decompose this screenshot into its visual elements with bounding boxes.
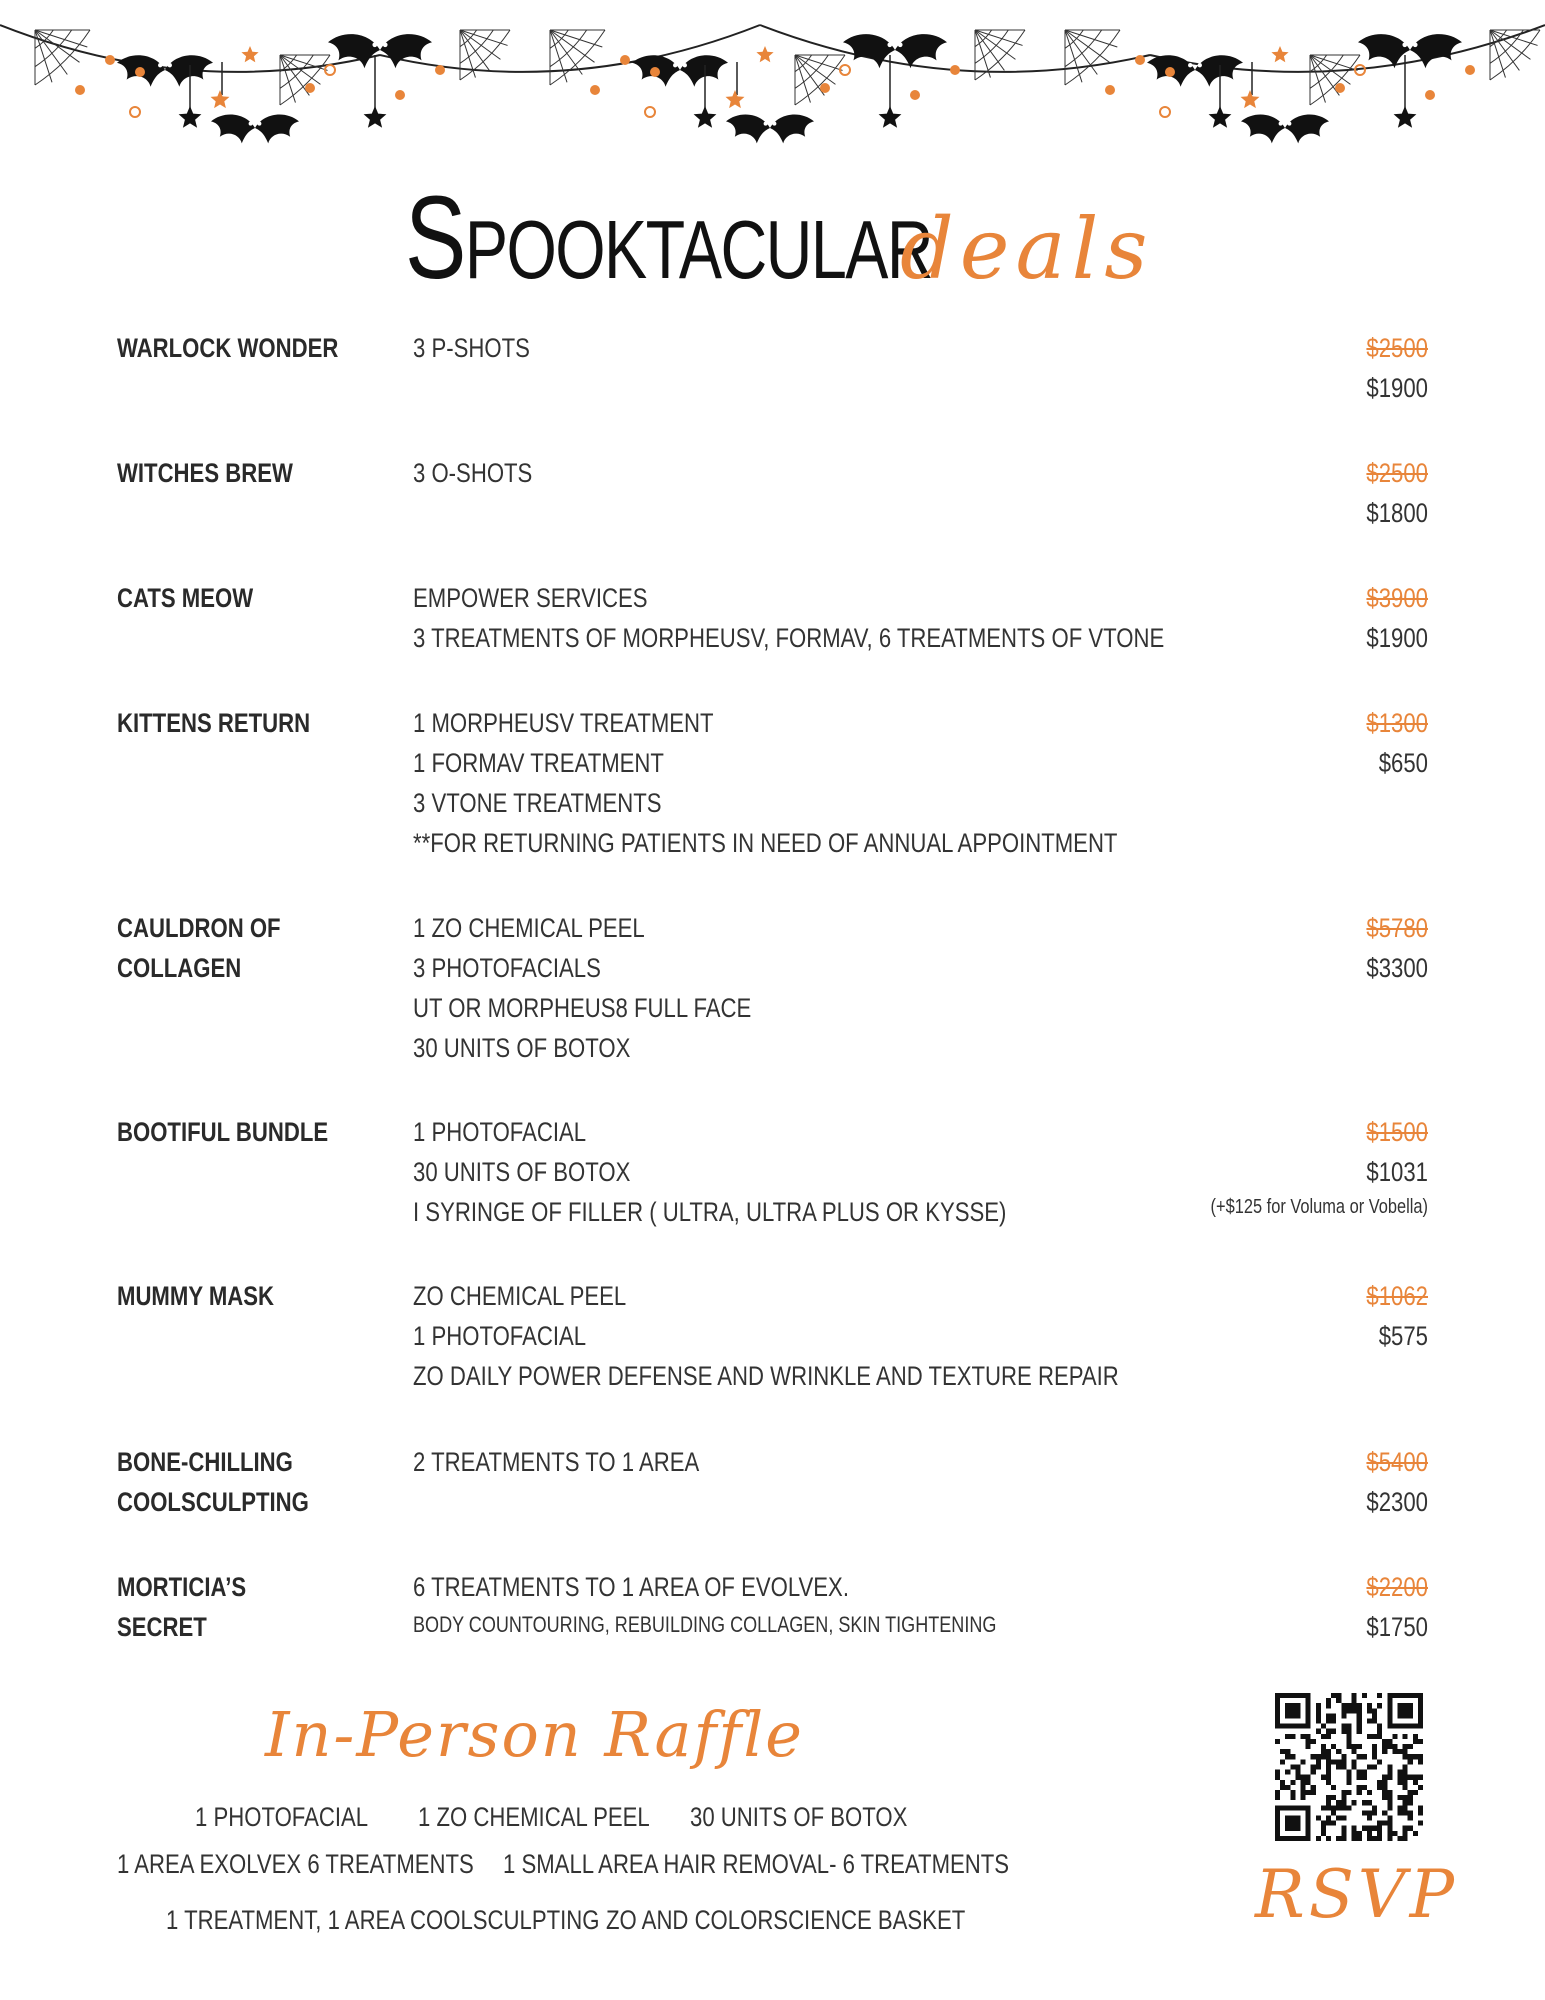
page-title: [0, 160, 1545, 330]
deal-details: [413, 578, 1165, 658]
star-icon: [879, 106, 902, 128]
bat-icon: [211, 115, 299, 144]
deal-name: CATS MEOW: [117, 583, 254, 613]
raffle-item: 1 PHOTOFACIAL: [195, 1802, 369, 1832]
raffle-item: 1 ZO CHEMICAL PEEL: [418, 1802, 650, 1832]
spiderweb-icon: [550, 30, 605, 85]
star-icon: [211, 90, 230, 108]
star-icon: [1394, 106, 1417, 128]
deal-detail-line: 2 TREATMENTS TO 1 AREA: [413, 1447, 700, 1477]
deal-details: [413, 328, 1113, 368]
price-note: (+$125 for Voluma or Vobella): [1210, 1196, 1428, 1218]
bunting-string: [760, 25, 1150, 72]
sale-price: $1900: [1366, 623, 1428, 653]
star-icon: [1271, 46, 1288, 62]
spiderweb-icon: [795, 55, 845, 105]
deal-name: MORTICIA’S SECRET: [117, 1572, 247, 1642]
star-icon: [756, 46, 773, 62]
sale-price: $1800: [1366, 498, 1428, 528]
bat-icon: [117, 55, 213, 87]
deal-detail-line: 1 PHOTOFACIAL: [413, 1321, 587, 1351]
deal-detail-line: ZO DAILY POWER DEFENSE AND WRINKLE AND TEXTURE REPAIR: [413, 1361, 1119, 1391]
old-price: $5780: [1366, 913, 1428, 943]
deal-detail-line: 1 MORPHEUSV TREATMENT: [413, 708, 714, 738]
title-script: deals: [900, 200, 1154, 298]
deal-prices: [1028, 1442, 1428, 1522]
raffle-title: In-Person Raffle: [265, 1698, 804, 1771]
star-icon: [364, 106, 387, 128]
deal-details: [413, 1112, 1113, 1232]
deal-details: [413, 453, 1113, 493]
deal-prices: [1028, 453, 1428, 533]
star-icon: [179, 106, 202, 128]
deal-detail-line: 3 TREATMENTS OF MORPHEUSV, FORMAV, 6 TREATMENTS OF VTONE: [413, 623, 1165, 653]
deal-detail-subline: BODY COUNTOURING, REBUILDING COLLAGEN, SKIN TIGHTENING: [413, 1612, 997, 1637]
deal-name: WITCHES BREW: [117, 458, 293, 488]
deal-prices: [1028, 908, 1428, 988]
deal-name-line: COOLSCULPTING: [117, 1487, 309, 1517]
deal-name: KITTENS RETURN: [117, 708, 311, 738]
star-icon: [1209, 106, 1232, 128]
sale-price: $1031: [1366, 1157, 1428, 1187]
bat-icon: [1241, 115, 1329, 144]
sale-price: $1900: [1366, 373, 1428, 403]
deal-prices: [1028, 1276, 1428, 1356]
deal-detail-line: 6 TREATMENTS TO 1 AREA OF EVOLVEX.: [413, 1572, 849, 1602]
raffle-item: ZO AND COLORSCIENCE BASKET: [606, 1905, 966, 1935]
spiderweb-icon: [35, 30, 90, 85]
deal-detail-line: 30 UNITS OF BOTOX: [413, 1033, 631, 1063]
sale-price: $2300: [1366, 1487, 1428, 1517]
rsvp-label[interactable]: RSVP: [1255, 1856, 1458, 1933]
deal-prices: [1028, 328, 1428, 408]
deal-detail-line: 1 PHOTOFACIAL: [413, 1117, 587, 1147]
star-icon: [241, 46, 258, 62]
deal-detail-line: 30 UNITS OF BOTOX: [413, 1157, 631, 1187]
old-price: $1062: [1366, 1281, 1428, 1311]
sale-price: $1750: [1366, 1612, 1428, 1642]
bat-icon: [632, 55, 728, 87]
qr-code[interactable]: [1275, 1693, 1423, 1841]
raffle-item: 1 AREA EXOLVEX 6 TREATMENTS: [117, 1849, 474, 1879]
deal-details: [413, 703, 1118, 863]
sale-price: $650: [1378, 748, 1428, 778]
title-main: Spooktacular: [405, 172, 933, 304]
deal-prices: [1028, 1567, 1428, 1647]
deal-name: MUMMY MASK: [117, 1281, 275, 1311]
deal-prices: [1028, 703, 1428, 783]
deal-detail-line: 3 P-SHOTS: [413, 333, 530, 363]
raffle-item: 30 UNITS OF BOTOX: [690, 1802, 908, 1832]
spiderweb-icon: [1310, 55, 1360, 105]
deal-name: [117, 1442, 338, 1522]
deal-details: [413, 1442, 1113, 1482]
deal-detail-line: ZO CHEMICAL PEEL: [413, 1281, 627, 1311]
old-price: $2500: [1366, 333, 1428, 363]
deal-details: [413, 1276, 1119, 1396]
spiderweb-icon: [1065, 30, 1120, 85]
deal-detail-line: I SYRINGE OF FILLER ( ULTRA, ULTRA PLUS OR KYSSE): [413, 1197, 1007, 1227]
spiderweb-icon: [1490, 30, 1540, 80]
deal-prices: [1028, 1112, 1428, 1222]
old-price: $5400: [1366, 1447, 1428, 1477]
sale-price: $3300: [1366, 953, 1428, 983]
star-icon: [694, 106, 717, 128]
deal-detail-line: 1 FORMAV TREATMENT: [413, 748, 664, 778]
halloween-bunting-banner: [0, 0, 1545, 170]
deal-details: [413, 1567, 1113, 1643]
deal-detail-line: **FOR RETURNING PATIENTS IN NEED OF ANNUAL APPOINTMENT: [413, 828, 1118, 858]
old-price: $3900: [1366, 583, 1428, 613]
star-icon: [726, 90, 745, 108]
deal-name: BOOTIFUL BUNDLE: [117, 1117, 329, 1147]
deal-name: WARLOCK WONDER: [117, 333, 339, 363]
star-icon: [1241, 90, 1260, 108]
bat-icon: [726, 115, 814, 144]
deal-detail-line: 1 ZO CHEMICAL PEEL: [413, 913, 645, 943]
old-price: $2500: [1366, 458, 1428, 488]
raffle-item: 1 TREATMENT, 1 AREA COOLSCULPTING: [166, 1905, 600, 1935]
deal-name: CAULDRON OF COLLAGEN: [117, 913, 281, 983]
bat-icon: [1147, 55, 1243, 87]
deal-details: [413, 908, 1113, 1068]
deal-name-line: BONE-CHILLING: [117, 1447, 293, 1477]
raffle-item: 1 SMALL AREA HAIR REMOVAL- 6 TREATMENTS: [503, 1849, 1010, 1879]
old-price: $1500: [1366, 1117, 1428, 1147]
old-price: $2200: [1366, 1572, 1428, 1602]
deal-detail-line: 3 PHOTOFACIALS: [413, 953, 601, 983]
deal-prices: [1028, 578, 1428, 658]
deal-detail-line: 3 O-SHOTS: [413, 458, 533, 488]
sale-price: $575: [1378, 1321, 1428, 1351]
old-price: $1300: [1366, 708, 1428, 738]
deal-detail-line: UT OR MORPHEUS8 FULL FACE: [413, 993, 752, 1023]
deal-detail-line: EMPOWER SERVICES: [413, 583, 648, 613]
deal-detail-line: 3 VTONE TREATMENTS: [413, 788, 662, 818]
spiderweb-icon: [280, 55, 330, 105]
